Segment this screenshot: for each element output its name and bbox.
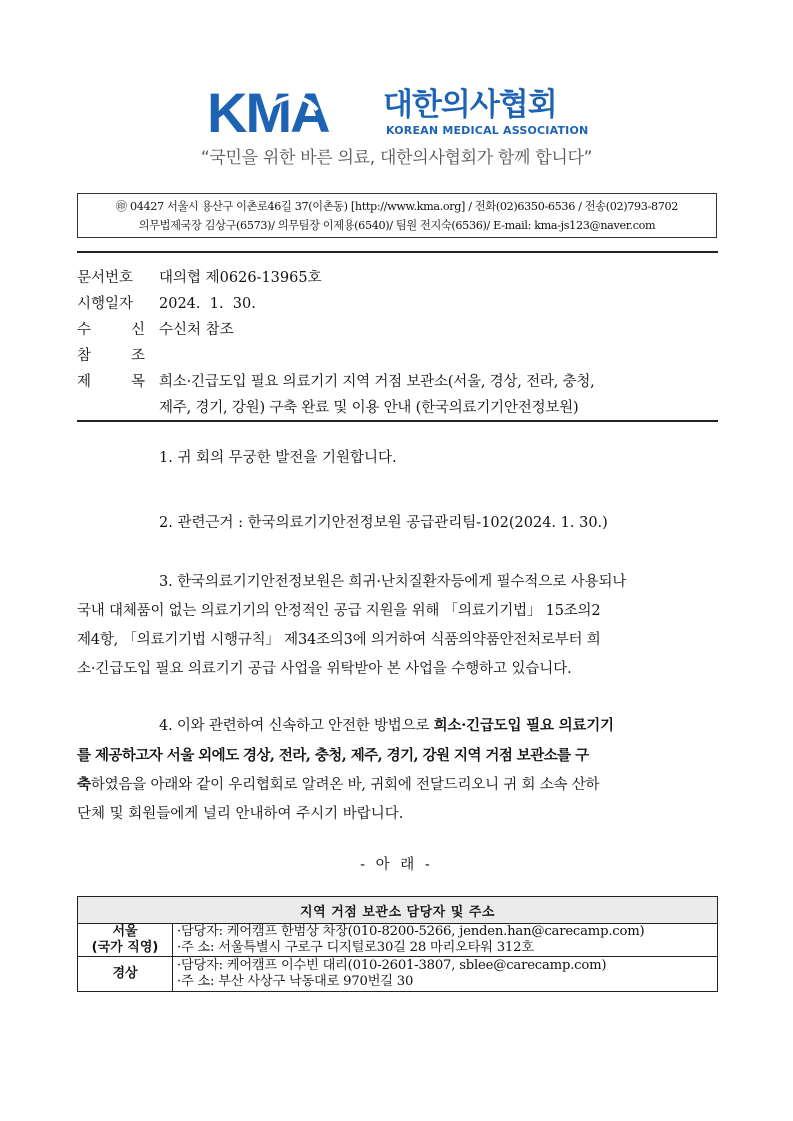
- subject-row-2: [77, 395, 718, 421]
- paragraph-3-line-4: 소·긴급도입 필요 의료기기 공급 사업을 위탁받아 본 사업을 수행하고 있습니다.: [77, 661, 572, 677]
- slogan: “국민을 위한 바른 의료, 대한의사협회가 함께 합니다”: [200, 148, 593, 168]
- date-row: [77, 291, 718, 317]
- date-value: 2024. 1. 30.: [159, 296, 256, 312]
- subject-row: [77, 369, 718, 395]
- paragraph-3-line-1: 3. 한국의료기기안전정보원은 희귀·난치질환자등에게 필수적으로 사용되나: [159, 574, 627, 590]
- below-heading: - 아 래 -: [360, 857, 433, 873]
- paragraph-4-line-3: 축하였음을 아래와 같이 우리협회로 알려온 바, 귀회에 전달드리오니 귀 회 소속 산하: [77, 776, 600, 793]
- region-cell: [78, 924, 173, 957]
- table-row: [78, 957, 718, 992]
- contact-text: ·담당자: 케어캠프 한범상 차장(010-8200-5266, jenden.han@carecamp.com): [177, 924, 645, 939]
- paragraph-1-text: 1. 귀 회의 무궁한 발전을 기원합니다.: [159, 450, 397, 466]
- address-line-1: ㊞ 04427 서울시 용산구 이촌로46길 37(이촌동) [http://www.kma.org] / 전화(02)6350-6536 / 전송(02)793-8702: [115, 200, 679, 213]
- meta-divider: [77, 420, 718, 422]
- recipient-value: 수신처 참조: [159, 322, 234, 338]
- org-name-en: KOREAN MEDICAL ASSOCIATION: [386, 124, 589, 137]
- address-line-2: 의무법제국장 김상구(6573)/ 의무팀장 이제용(6540)/ 팀원 전지숙(6536)/ E-mail: kma-js123@naver.com: [138, 219, 656, 232]
- region-note: (국가 직영): [91, 940, 159, 955]
- recipient-row: [77, 317, 718, 343]
- header-divider: [77, 251, 718, 253]
- paragraph-4: [77, 711, 718, 829]
- region-name: 서울: [112, 924, 138, 939]
- region-cell: [78, 957, 173, 992]
- document-meta: [77, 265, 718, 421]
- subject-line-1: 희소·긴급도입 필요 의료기기 지역 거점 보관소(서울, 경상, 전라, 충청,: [159, 374, 595, 390]
- paragraph-2-text: 2. 관련근거 : 한국의료기기안전정보원 공급관리팀-102(2024. 1. 30.): [159, 515, 608, 531]
- info-cell: [173, 957, 718, 992]
- paragraph-4-line-2: 를 제공하고자 서울 외에도 경상, 전라, 충청, 제주, 경기, 강원 지역 거점 보관소를 구: [77, 747, 589, 764]
- doc-number: 대의협 제0626-13965호: [159, 270, 322, 286]
- address-box: [77, 193, 717, 238]
- doc-number-row: [77, 265, 718, 291]
- kma-logo-icon: [207, 88, 379, 134]
- paragraph-1: [77, 444, 718, 472]
- org-name-ko: 대한의사협회: [383, 87, 557, 123]
- subject-line-2: 제주, 경기, 강원) 구축 완료 및 이용 안내 (한국의료기기안전정보원): [159, 400, 579, 416]
- info-cell: [173, 924, 718, 957]
- subject-label: 제 목: [77, 374, 145, 390]
- reference-label: 참 조: [77, 348, 145, 364]
- reference-row: [77, 343, 718, 369]
- table-header: 지역 거점 보관소 담당자 및 주소: [78, 897, 718, 924]
- kma-logo-text: KMA: [207, 88, 329, 134]
- address-text: ·주 소: 서울특별시 구로구 디지털로30길 28 마리오타워 312호: [177, 940, 534, 955]
- recipient-label: 수 신: [77, 322, 145, 338]
- doc-number-label: 문서번호: [77, 270, 134, 286]
- paragraph-4-line-4: 단체 및 회원들에게 널리 안내하여 주시기 바랍니다.: [77, 806, 404, 822]
- table-row: [78, 924, 718, 957]
- paragraph-3: [77, 568, 718, 684]
- paragraph-3-line-2: 국내 대체품이 없는 의료기기의 안정적인 공급 지원을 위해 「의료기기법」 15조의2: [77, 603, 601, 619]
- contacts-table: [77, 896, 718, 992]
- paragraph-2: [77, 509, 718, 537]
- date-label: 시행일자: [77, 296, 134, 312]
- letterhead-logo: [0, 88, 793, 140]
- paragraph-4-line-1: 4. 이와 관련하여 신속하고 안전한 방법으로 희소·긴급도입 필요 의료기기: [159, 717, 614, 734]
- paragraph-3-line-3: 제4항, 「의료기기법 시행규칙」 제34조의3에 의거하여 식품의약품안전처로부터 희: [77, 632, 601, 648]
- contact-text: ·담당자: 케어캠프 이수빈 대리(010-2601-3807, sblee@carecamp.com): [177, 958, 607, 973]
- region-name: 경상: [112, 966, 138, 981]
- table-header-row: [78, 897, 718, 924]
- address-text: ·주 소: 부산 사상구 낙동대로 970번길 30: [177, 974, 414, 989]
